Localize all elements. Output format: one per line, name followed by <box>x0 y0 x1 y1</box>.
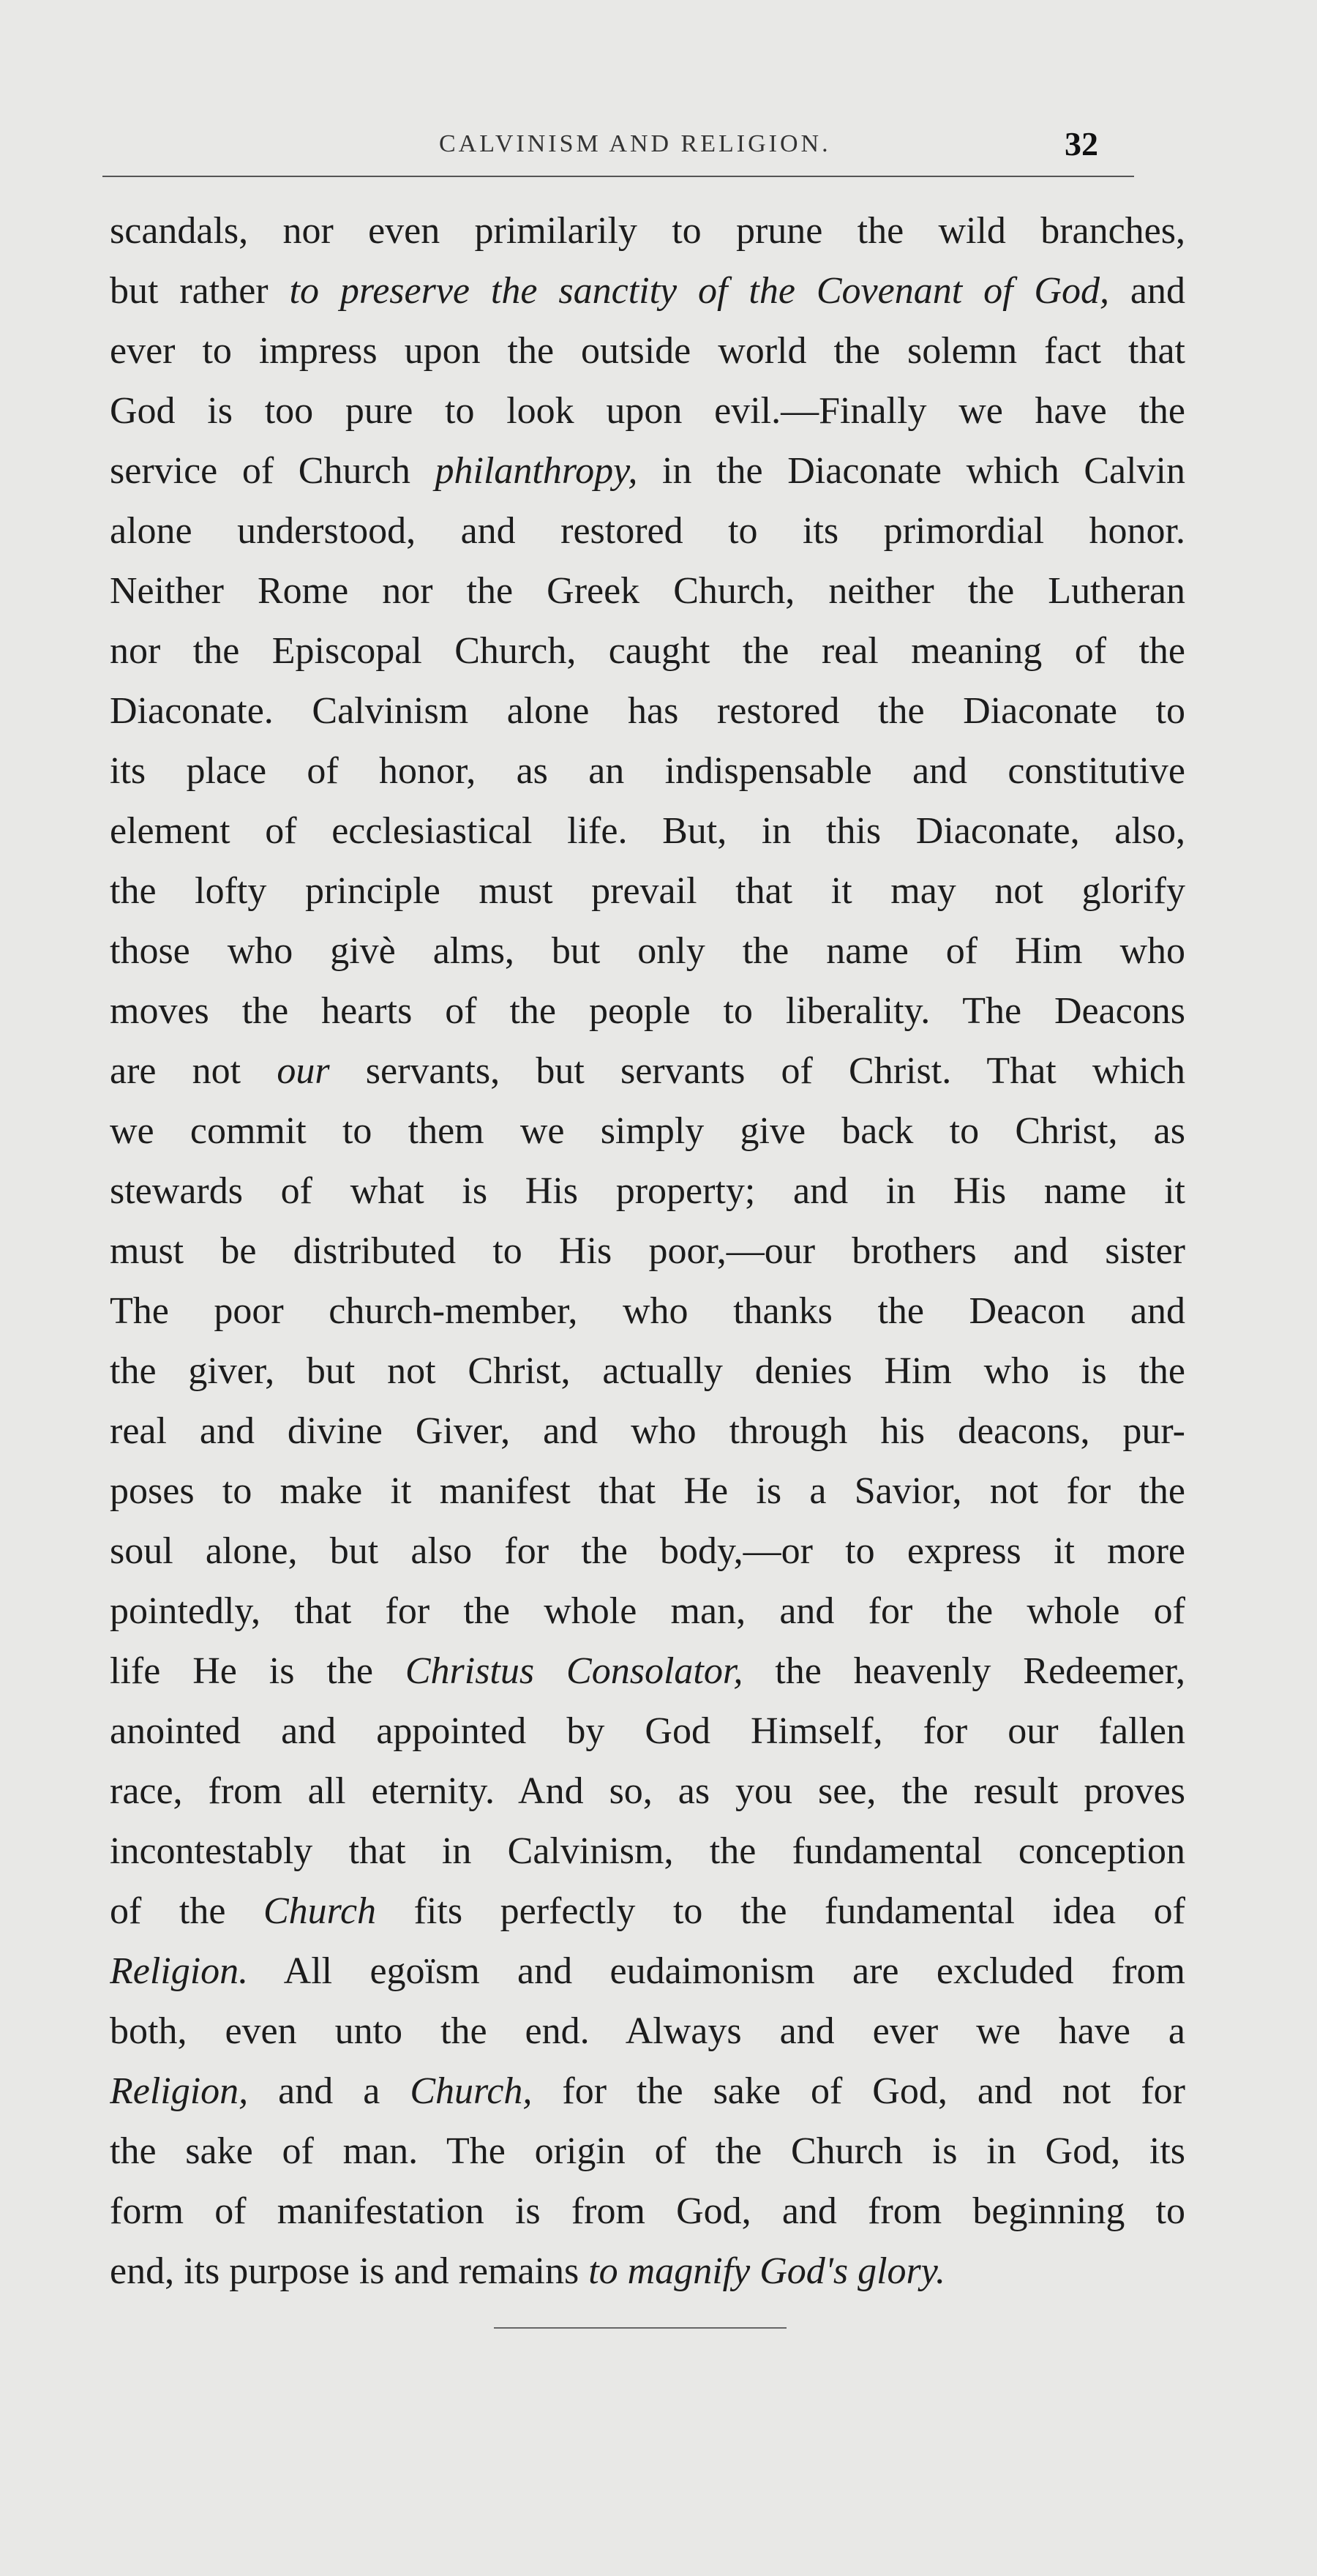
body-text <box>110 201 1185 2302</box>
running-head <box>0 124 1317 176</box>
text-run: anointed and appointed by God Himself, for our fallen <box>110 1710 1185 1752</box>
text-line <box>110 681 1185 741</box>
text-line <box>110 1401 1185 1461</box>
text-line <box>110 1221 1185 1281</box>
text-line <box>110 2242 1185 2302</box>
text-run: life He is the <box>110 1650 405 1692</box>
text-line <box>110 861 1185 921</box>
text-line <box>110 1641 1185 1701</box>
text-run: servants, but servants of Christ. That which <box>329 1050 1185 1092</box>
text-run: we commit to them we simply give back to Christ, as <box>110 1110 1185 1152</box>
text-line <box>110 921 1185 981</box>
text-line <box>110 741 1185 801</box>
text-run: real and divine Giver, and who through his deacons, pur- <box>110 1410 1185 1452</box>
text-line <box>110 1521 1185 1581</box>
text-run: service of Church <box>110 450 435 492</box>
text-line <box>110 1942 1185 2002</box>
text-line <box>110 2062 1185 2122</box>
text-run: the giver, but not Christ, actually denies Him who is the <box>110 1350 1185 1392</box>
text-run: form of manifestation is from God, and from beginning to <box>110 2190 1185 2232</box>
text-run: God is too pure to look upon evil.—Finally we have the <box>110 390 1185 432</box>
text-line <box>110 621 1185 681</box>
text-run: All egoïsm and eudaimonism are excluded from <box>248 1950 1185 1992</box>
text-run: stewards of what is His property; and in His name it <box>110 1170 1185 1212</box>
text-line <box>110 561 1185 621</box>
text-run: incontestably that in Calvinism, the fundamental conception <box>110 1830 1185 1872</box>
italic-text: to preserve the sanctity of the Covenant of God, <box>289 270 1109 312</box>
text-run: both, even unto the end. Always and ever we have a <box>110 2010 1185 2052</box>
text-run: must be distributed to His poor,—our brothers and sister <box>110 1230 1185 1272</box>
text-line <box>110 1761 1185 1821</box>
italic-text: Church <box>263 1890 377 1932</box>
text-line <box>110 201 1185 261</box>
text-run: fits perfectly to the fundamental idea of <box>376 1890 1185 1932</box>
italic-text: to magnify God's glory. <box>588 2250 945 2292</box>
italic-text: Church, <box>410 2070 533 2112</box>
text-line <box>110 1161 1185 1221</box>
text-run: the sake of man. The origin of the Church is in God, its <box>110 2130 1185 2172</box>
text-line <box>110 501 1185 561</box>
text-line <box>110 1581 1185 1641</box>
text-line <box>110 1101 1185 1161</box>
text-line <box>110 2002 1185 2062</box>
closing-rule <box>494 2327 787 2329</box>
text-run: end, its purpose is and remains <box>110 2250 589 2292</box>
italic-text: Christus Consolator, <box>405 1650 743 1692</box>
text-run: and <box>1108 270 1185 312</box>
text-line <box>110 441 1185 501</box>
text-run: and a <box>248 2070 410 2112</box>
text-line <box>110 2182 1185 2242</box>
italic-text: our <box>277 1050 330 1092</box>
text-run: scandals, nor even primilarily to prune the wild branches, <box>110 210 1185 252</box>
text-run: the heavenly Redeemer, <box>743 1650 1185 1692</box>
text-run: soul alone, but also for the body,—or to express it more <box>110 1530 1185 1572</box>
text-run: alone understood, and restored to its primordial honor. <box>110 510 1185 552</box>
text-line <box>110 1041 1185 1101</box>
text-run: in the Diaconate which Calvin <box>637 450 1185 492</box>
text-line <box>110 1341 1185 1401</box>
text-line <box>110 981 1185 1041</box>
page-number: 32 <box>1065 125 1098 162</box>
text-run: are not <box>110 1050 277 1092</box>
text-line <box>110 2122 1185 2182</box>
running-title: CALVINISM AND RELIGION. <box>439 130 831 157</box>
italic-text: Religion, <box>110 2070 249 2112</box>
text-run: of the <box>110 1890 263 1932</box>
text-run: Diaconate. Calvinism alone has restored the Diaconate to <box>110 690 1185 732</box>
text-line <box>110 1701 1185 1761</box>
text-line <box>110 321 1185 381</box>
text-line <box>110 801 1185 861</box>
text-line <box>110 1882 1185 1942</box>
text-run: element of ecclesiastical life. But, in this Diaconate, also, <box>110 810 1185 852</box>
text-run: race, from all eternity. And so, as you see, the result proves <box>110 1770 1185 1812</box>
header-rule <box>102 176 1134 177</box>
text-run: poses to make it manifest that He is a Savior, not for the <box>110 1470 1185 1512</box>
text-line <box>110 1281 1185 1341</box>
text-run: moves the hearts of the people to liberality. The Deacons <box>110 990 1185 1032</box>
text-run: its place of honor, as an indispensable and constitutive <box>110 750 1185 792</box>
italic-text: Religion. <box>110 1950 249 1992</box>
text-run: The poor church-member, who thanks the Deacon and <box>110 1290 1185 1332</box>
text-line <box>110 261 1185 321</box>
text-line <box>110 381 1185 441</box>
text-run: nor the Episcopal Church, caught the real meaning of the <box>110 630 1185 672</box>
text-run: the lofty principle must prevail that it may not glorify <box>110 870 1185 912</box>
italic-text: philanthropy, <box>435 450 638 492</box>
text-line <box>110 1821 1185 1882</box>
text-run: pointedly, that for the whole man, and for the whole of <box>110 1590 1185 1632</box>
text-run: Neither Rome nor the Greek Church, neither the Lutheran <box>110 570 1185 612</box>
text-run: ever to impress upon the outside world the solemn fact that <box>110 330 1185 372</box>
text-run: those who givè alms, but only the name of Him who <box>110 930 1185 972</box>
text-run: but rather <box>110 270 290 312</box>
text-line <box>110 1461 1185 1521</box>
text-run: for the sake of God, and not for <box>532 2070 1185 2112</box>
